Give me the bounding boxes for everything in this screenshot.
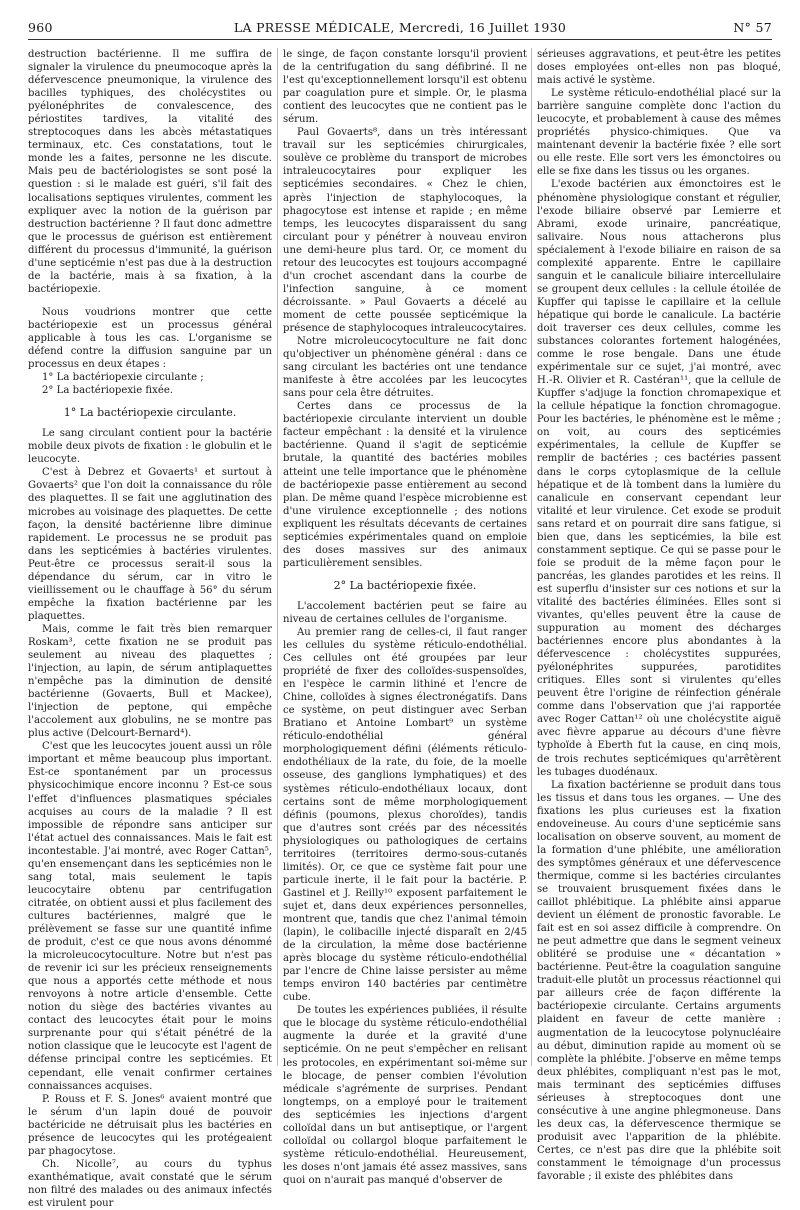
column-divider — [531, 48, 532, 1066]
paragraph: sérieuses aggravations, et peut-être les petites doses employées ont-elles non pas bloqué, mais activé le système. — [537, 49, 781, 87]
paragraph: De toutes les expériences publiées, il résulte que le blocage du système réticulo-endothélial augmente la durée et la gravité d'une septicémie. On ne peut s'empêcher en relisant les protocoles, en expérimentant soi-même sur le blocage, de penser combien l'évolution médicale s'agrémente de surprises. Pendant longtemps, on a employé pour le traitement des septicémies les injections d'argent colloïdal dans un but antiseptique, or l'argent colloïdal ou collargol bloque parfaitement le système réticulo-endothélial. Heureusement, les doses n'ont jamais été assez massives, sans quoi on n'aurait pas manqué d'observer de — [283, 1005, 527, 1186]
paragraph: Nous voudrions montrer que cette bactériopexie est un processus général applicable à tous les cas. L'organisme se défend contre la diffusion sanguine par un processus en deux étapes : — [28, 306, 272, 371]
paragraph: L'exode bactérien aux émonctoires est le phénomène physiologique constant et régulier, l'exode biliaire observé par Lemierre et Abrami, exode urinaire, pancréatique, salivaire. Nous nous attacherons plus spécialement à l'exode biliaire en raison de sa complexité apparente. Entre le capillaire sanguin et le canalicule biliaire intercellulaire se groupent deux cellules : la cellule étoilée de Kupffer qui tapisse le capillaire et la cellule hépatique qui borde le canalicule. La bactérie doit traverser ces deux cellules, comme les substances colorantes fortement halogénées, comme le rose bengale. Dans une étude expérimentale sur ce sujet, j'ai montré, avec H.-R. Olivier et R. Castéran¹¹, que la cellule de Kupffer s'adjuge la fonction chromapexique et la cellule hépatique la fonction chromagogue. Pour les bactéries, le phénomène est le même ; on voit, au cours des septicémies expérimentales, la cellule de Kupffer se remplir de bactéries ; ces bactéries passent dans le corps cytoplasmique de la cellule hépatique et de là tombent dans la lumière du canalicule en conservant cependant leur vitalité et leur virulence. Cet exode se produit sans retard et on pourrait dire sans fatigue, si bien que, dans les septicémies, la bile est constamment septique. Ce qui se passe pour le foie se produit de la même façon pour le pancréas, les glandes parotides et les reins. Il est superflu d'insister sur ces notions et sur la vitalité des bactéries éliminées. Elles sont si vivantes, qu'elles peuvent être la cause de suppuration au moment des décharges bactériennes encore plus abondantes à la défervescence : cholécystites suppurées, pyélonéphrites suppurées, parotidites critiques. Elles sont si virulentes qu'elles peuvent être l'origine de réinfection générale comme dans l'observation que j'ai rapportée avec Roger Cattan¹² où une cholécystite aiguë avec fièvre apparue au décours d'une fièvre typhoïde à Eberth fut la cause, en cinq mois, de trois rechutes septicémiques qu'arrêtèrent les tubages duodénaux. — [537, 179, 781, 778]
page-number: 960 — [28, 20, 53, 35]
paragraph: P. Rouss et F. S. Jones⁶ avaient montré que le sérum d'un lapin doué de pouvoir bactéricide ne détruisait plus les bactéries en présence de leucocytes qui les protégeaient par phagocytose. — [28, 1093, 272, 1157]
column-3 — [537, 48, 781, 1183]
paragraph: destruction bactérienne. Il me suffira de signaler la virulence du pneumocoque après la défervescence pneumonique, la virulence des bacilles typhiques, des cholécystites ou pyélonéphrites de convalescence, des périostites tardives, la vitalité des streptocoques dans les abcès métastatiques terminaux, etc. Ces constatations, tout le monde les a faites, personne ne les discute. Mais peu de bactériologistes se sont posé la question : si le malade est guéri, s'il fait des localisations septiques virulentes, comment les expliquer avec la notion de la guérison par destruction bactérienne ? Il faut donc admettre que le processus de guérison est entièrement différent du processus d'immunité, la guérison d'une septicémie n'est pas due à la destruction de la bactérie, mais à sa fixation, à la bactériopexie. — [28, 49, 272, 295]
paragraph: Mais, comme le fait très bien remarquer Roskam³, cette fixation ne se produit pas seulement au niveau des plaquettes ; l'injection, au lapin, de sérum antiplaquettes n'empêche pas la diminution de densité bactérienne (Govaerts, Bull et Mackee), l'injection de peptone, qui empêche l'accolement aux globulins, ne se montre pas plus active (Delcourt-Bernard⁴). — [28, 623, 272, 740]
paragraph: Ch. Nicolle⁷, au cours du typhus exanthématique, avait constaté que le sérum non filtré des malades ou des animaux infectés est virulent pour — [28, 1158, 272, 1209]
paragraph: C'est que les leucocytes jouent aussi un rôle important et même beaucoup plus important. Est-ce spontanément par un processus physicochimique encore inconnu ? Est-ce sous l'effet d'influences plasmatiques spéciales acquises au cours de la maladie ? Il est impossible de répondre sans anticiper sur l'état actuel des connaissances. Mais le fait est incontestable. J'ai montré, avec Roger Cattan⁵, qu'en ensemençant dans les septicémies non le sang total, mais seulement le tapis leucocytaire obtenu par centrifugation citratée, on obtient aussi et plus facilement des cultures bactériennes, malgré que le prélèvement se fasse sur une quantité infime de produit, c'est ce que nous avons dénommé la microleucocytoculture. Notre but n'est pas de revenir ici sur les précieux renseignements que nous a apportés cette méthode et nous renvoyons à notre article d'ensemble. Cette notion du siège des bactéries vivantes au contact des leucocytes était pour le moins surprenante pour qui s'était pénétré de la notion classique que le leucocyte est l'agent de défense principal contre les septicémies. Et cependant, elle venait confirmer certaines connaissances acquises. — [28, 741, 272, 1092]
paragraph: le singe, de façon constante lorsqu'il provient de la centrifugation du sang défibriné. Il ne l'est qu'exceptionnellement lorsqu'il est obtenu par coagulation pure et simple. Or, le plasma contient des leucocytes que ne contient pas le sérum. — [283, 49, 527, 126]
column-2 — [283, 48, 527, 1186]
paragraph: Au premier rang de celles-ci, il faut ranger les cellules du système réticulo-endothélial. Ces cellules ont été groupées par leur propriété de fixer des colloïdes-suspensoïdes, en l'espèce le carmin lithiné et l'encre de Chine, colloïdes à signes électronégatifs. Dans ce système, on peut distinguer avec Serban Bratiano et Antoine Lombart⁹ un système réticulo-endothélial général morphologiquement défini (éléments réticulo-endothéliaux de la rate, du foie, de la moelle osseuse, des ganglions lymphatiques) et des systèmes réticulo-endothéliaux locaux, dont certains sont de même morphologiquement définis (poumons, plexus choroïdes), tandis que d'autres sont créés par des nécessités physiologiques ou pathologiques de certains territoires (territoires dermo-sous-cutanés limités). Or, ce que ce système fait pour une particule inerte, il le fait pour la bactérie. P. Gastinel et J. Reilly¹⁰ exposent parfaitement le sujet et, dans deux expériences personnelles, montrent que, tandis que chez l'animal témoin (lapin), le colibacille injecté disparaît en 2/45 de la circulation, la même dose bactérienne après blocage du système réticulo-endothélial par l'encre de Chine laisse persister au même temps environ 140 bactéries par centimètre cube. — [283, 626, 527, 1004]
paragraph: Le système réticulo-endothélial placé sur la barrière sanguine complète donc l'action du leucocyte, et probablement à cause des mêmes propriétés physico-chimiques. Que va maintenant devenir la bactérie fixée ? elle sort ou elle reste. Elle sort vers les émonctoires ou elle se fixe dans les tissus ou les organes. — [537, 88, 781, 178]
paragraph: C'est à Debrez et Govaerts¹ et surtout à Govaerts² que l'on doit la connaissance du rôle des plaquettes. Il se fait une agglutination des microbes au voisinage des plaquettes. De cette façon, la densité bactérienne libre diminue rapidement. Le processus ne se produit pas dans les septicémies à bactéries virulentes. Peut-être ce processus serait-il sous la dépendance du sérum, car in vitro le vieillissement ou le chauffage à 56° du sérum empêche la fixation bactérienne par les plaquettes. — [28, 467, 272, 622]
section-heading: 2° La bactériopexie fixée. — [333, 578, 477, 592]
section-heading: 1° La bactériopexie circulante. — [63, 406, 237, 420]
column-divider — [277, 48, 278, 1066]
header-rule — [28, 39, 772, 40]
journal-title: LA PRESSE MÉDICALE, Mercredi, 16 Juillet 1930 — [233, 20, 567, 35]
issue-number: N° 57 — [733, 20, 772, 35]
paragraph: La fixation bactérienne se produit dans tous les tissus et dans tous les organes. — Une des fixations les plus curieuses est la fixation endoveineuse. Au cours d'une septicémie sans localisation on observe souvent, au moment de la formation d'une phlébite, une amélioration des symptômes généraux et une défervescence thermique, comme si les bactéries circulantes se trouvaient brusquement fixées dans le caillot phlébitique. La phlébite ainsi apparue devient un élément de pronostic favorable. Le fait est en soi assez difficile à comprendre. On ne peut admettre que dans le segment veineux oblitéré se produise une « décantation » bactérienne. Peut-être la coagulation sanguine traduit-elle plutôt un processus réactionnel qui par ailleurs crée de façon différente la bactériopexie circulante. Certains arguments plaident en faveur de cette manière : augmentation de la leucocytose polynucléaire au début, diminution rapide au moment où se complète la phlébite. J'observe en même temps deux phlébites, compliquant n'est pas le mot, mais terminant des septicémies diffuses sérieuses à streptocoques dont une consécutive à une angine phlegmoneuse. Dans les deux cas, la défervescence thermique se produisit avec l'apparition de la phlébite. Certes, ce n'est pas dire que la phlébite soit constamment le témoignage d'un processus favorable ; il existe des phlébites dans — [537, 779, 781, 1183]
paragraph: Certes dans ce processus de la bactériopexie circulante intervient un double facteur empêchant : la densité et la virulence bactérienne. Quand il s'agit de septicémie brutale, la quantité des bactéries mobiles atteint une telle importance que le phénomène de bactériopexie passe entièrement au second plan. De même quand l'espèce microbienne est d'une virulence exceptionnelle ; des notions expliquent les résultats décevants de certaines septicémies expérimentales quand on emploie des doses massives sur des animaux particulièrement sensibles. — [283, 401, 527, 569]
page-header — [28, 20, 772, 40]
list-item: 1° La bactériopexie circulante ; — [42, 372, 204, 384]
paragraph: Notre microleucocytoculture ne fait donc qu'objectiver un phénomène général : dans ce sang circulant les bactéries ont une tendance manifeste à être accolées par les leucocytes sans pour cela être détruites. — [283, 336, 527, 400]
paragraph: Paul Govaerts⁸, dans un très intéressant travail sur les septicémies chirurgicales, soulève ce problème du transport de microbes intraleucocytaires pour expliquer les septicémies secondaires. « Chez le chien, après l'injection de staphylocoques, la phagocytose est intense et rapide ; en même temps, les leucocytes disparaissent du sang circulant pour y pénétrer à nouveau environ une demi-heure plus tard. Or, ce moment du retour des leucocytes est toujours accompagné d'un crochet ascendant dans la courbe de l'infection sanguine, à ce moment décroissante. » Paul Govaerts a décelé au moment de cette poussée septicémique la présence de staphylocoques intraleucocytaires. — [283, 127, 527, 334]
paragraph: Le sang circulant contient pour la bactérie mobile deux pivots de fixation : le globulin et le leucocyte. — [28, 428, 272, 466]
column-1 — [28, 48, 272, 1209]
list-item: 2° La bactériopexie fixée. — [42, 385, 174, 397]
paragraph: L'accolement bactérien peut se faire au niveau de certaines cellules de l'organisme. — [283, 600, 527, 625]
